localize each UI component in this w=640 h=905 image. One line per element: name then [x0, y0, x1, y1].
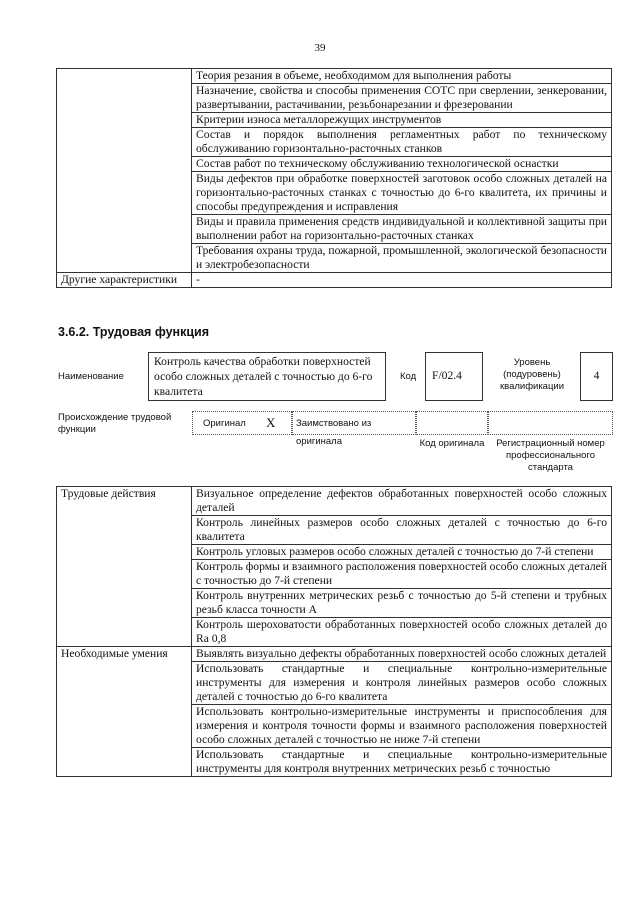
code-label: Код	[400, 371, 417, 382]
page-number: 39	[314, 42, 326, 54]
code-original-caption: Код оригинала	[419, 438, 485, 449]
group-item: Визуальное определение дефектов обработанных поверхностей особо сложных деталей	[192, 487, 612, 516]
row-label	[57, 69, 192, 273]
group-item: Использовать стандартные и специальные контрольно-измерительные инструменты для контроля внутренних метрических резьб с точностью	[192, 748, 612, 777]
original-mark: X	[266, 415, 276, 430]
reg-number-caption: Регистрационный номер профессионального стандарта	[496, 438, 605, 473]
group-item: Использовать контрольно-измерительные инструменты и приспособления для измерения и контроля точности формы и взаимного расположения поверхностей особо сложных деталей с точностью не ниже 7-й степени	[192, 705, 612, 748]
code-original-cell	[416, 411, 488, 435]
row-text: Требования охраны труда, пожарной, промышленной, экологической безопасности и электробезопасности	[192, 244, 612, 273]
group-item: Контроль угловых размеров особо сложных деталей с точностью до 7-й степени	[192, 545, 612, 560]
labor-actions-table	[56, 486, 612, 777]
knowledge-table-body	[57, 69, 612, 288]
table-row	[57, 273, 612, 288]
group-item: Выявлять визуально дефекты обработанных поверхностей особо сложных деталей	[192, 647, 612, 662]
table-row	[57, 487, 612, 516]
row-text: Состав работ по техническому обслуживанию технологической оснастки	[192, 157, 612, 172]
row-text: Назначение, свойства и способы применения СОТС при сверлении, зенкеровании, развертывании, растачивании, резьбонарезании и фрезеровании	[192, 84, 612, 113]
row-text: Виды и правила применения средств индивидуальной и коллективной защиты при выполнении работ на горизонтально-расточных станках	[192, 215, 612, 244]
original-label: Оригинал	[203, 418, 246, 429]
reg-number-cell	[488, 411, 613, 435]
row-label: Другие характеристики	[57, 273, 192, 288]
group-label: Трудовые действия	[57, 487, 192, 647]
row-text: -	[192, 273, 612, 288]
group-item: Контроль формы и взаимного расположения поверхностей особо сложных деталей с точностью до 7-й степени	[192, 560, 612, 589]
borrowed-label: Заимствовано из оригинала	[296, 418, 372, 447]
knowledge-table	[56, 68, 612, 288]
level-value: 4	[593, 369, 600, 382]
row-text: Теория резания в объеме, необходимом для выполнения работы	[192, 69, 612, 84]
group-item: Использовать стандартные и специальные контрольно-измерительные инструменты для измерения и контроля линейных размеров особо сложных деталей с точностью до 6-го квалитета	[192, 662, 612, 705]
code-box	[425, 352, 483, 401]
level-box	[580, 352, 613, 401]
table-row	[57, 647, 612, 662]
labor-actions-table-body	[57, 487, 612, 777]
group-item: Контроль шероховатости обработанных поверхностей особо сложных деталей до Ra 0,8	[192, 618, 612, 647]
table-row	[57, 69, 612, 84]
section-title: 3.6.2. Трудовая функция	[58, 325, 210, 339]
borrowed-cell	[292, 411, 416, 447]
row-text: Критерии износа металлорежущих инструментов	[192, 113, 612, 128]
function-name-value: Контроль качества обработки поверхностей особо сложных деталей с точностью до 6-го квалитета	[154, 355, 373, 398]
name-label: Наименование	[58, 371, 124, 382]
original-cell	[192, 411, 292, 435]
origin-label: Происхождение трудовой функции	[58, 412, 172, 435]
code-value: F/02.4	[432, 369, 462, 382]
level-label: Уровень (подуровень) квалификации	[499, 357, 565, 392]
row-text: Виды дефектов при обработке поверхностей заготовок особо сложных деталей на горизонтально-расточных станках с точностью до 6-го квалитета, их причины и способы предупреждения и исправления	[192, 172, 612, 215]
group-item: Контроль линейных размеров особо сложных деталей с точностью до 6-го квалитета	[192, 516, 612, 545]
row-text: Состав и порядок выполнения регламентных работ по техническому обслуживанию горизонтально-расточных станков	[192, 128, 612, 157]
group-label: Необходимые умения	[57, 647, 192, 777]
function-name-box	[148, 352, 386, 401]
group-item: Контроль внутренних метрических резьб с точностью до 5-й степени и трубных резьб класса точности А	[192, 589, 612, 618]
